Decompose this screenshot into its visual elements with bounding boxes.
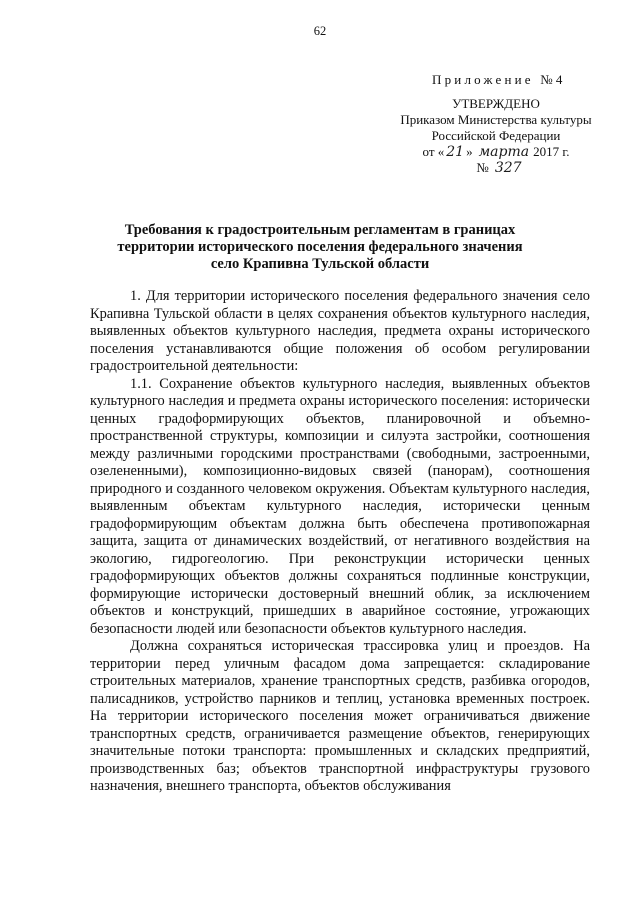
- paragraph-1-1: 1.1. Сохранение объектов культурного наследия, выявленных объектов культурного наследия и предмета охраны исторического поселения: исторически ценных градоформирующих объектов, планировочной и объемно-пространственной структуры, композиции и силуэта застройки, соотношения между различными городскими пространствами (свободными, застроенными, озелененными), композиционно-видовых связей (панорам), соотношения природного и созданного человеком окружения. Объектам культурного наследия, выявленным объектам культурного наследия, исторически ценным градоформирующим объектам должна быть обеспечена противопожарная защита, защита от динамических воздействий, от негативного воздействия на экологию, гидрогеологию. При реконструкции исторически ценных градоформирующих объектов должны сохраняться подлинные конструкции, формирующие исторически достоверный внешний облик, за исключением объектов и конструкций, пришедших в аварийное состояние, угрожающих безопасности людей или безопасности объектов культурного наследия.: [90, 375, 590, 637]
- date-month-handwritten: марта: [478, 144, 530, 160]
- paragraph-1: 1. Для территории исторического поселения федерального значения село Крапивна Тульской области в целях сохранения объектов культурного наследия, выявленных объектов культурного наследия, предмета охраны исторического поселения устанавливаются общие положения об особом регулировании градостроительной деятельности:: [90, 288, 590, 374]
- approval-date: [396, 144, 596, 160]
- date-day-handwritten: 21: [446, 144, 465, 160]
- approval-block: [396, 96, 596, 176]
- date-mid: »: [466, 144, 473, 159]
- title-line-3: село Крапивна Тульской области: [210, 256, 430, 272]
- date-year: 2017 г.: [533, 144, 570, 159]
- approval-issuer-country: Российской Федерации: [431, 128, 561, 143]
- paragraph-traces: Должна сохраняться историческая трассировка улиц и проездов. На территории перед уличным фасадом дома запрещается: складирование строительных материалов, хранение транспортных средств, разбивка огородов, палисадников, устройство парников и теплиц, установка временных построек. На территории исторического поселения может ограничиваться движение транспортных средств, ограничивается размещение объектов, генерирующих значительные потоки транспорта: промышленных и складских предприятий, производственных баз; объектов транспортной инфраструктуры грузового назначения, внешнего транспорта, объектов обслуживания: [90, 638, 590, 794]
- order-number-handwritten: 327: [494, 160, 522, 176]
- page-number: 62: [313, 24, 327, 38]
- appendix-label: Приложение №4: [432, 72, 566, 87]
- document-title: [100, 222, 540, 273]
- date-prefix: от «: [422, 144, 445, 159]
- title-line-2: территории исторического поселения федерального значения: [117, 239, 523, 255]
- number-sign: №: [476, 160, 489, 175]
- document-body: [90, 288, 590, 796]
- approval-issuer: Приказом Министерства культуры: [400, 112, 592, 127]
- approval-number: [396, 160, 596, 176]
- approval-heading: УТВЕРЖДЕНО: [452, 96, 540, 111]
- title-line-1: Требования к градостроительным регламентам в границах: [124, 222, 516, 238]
